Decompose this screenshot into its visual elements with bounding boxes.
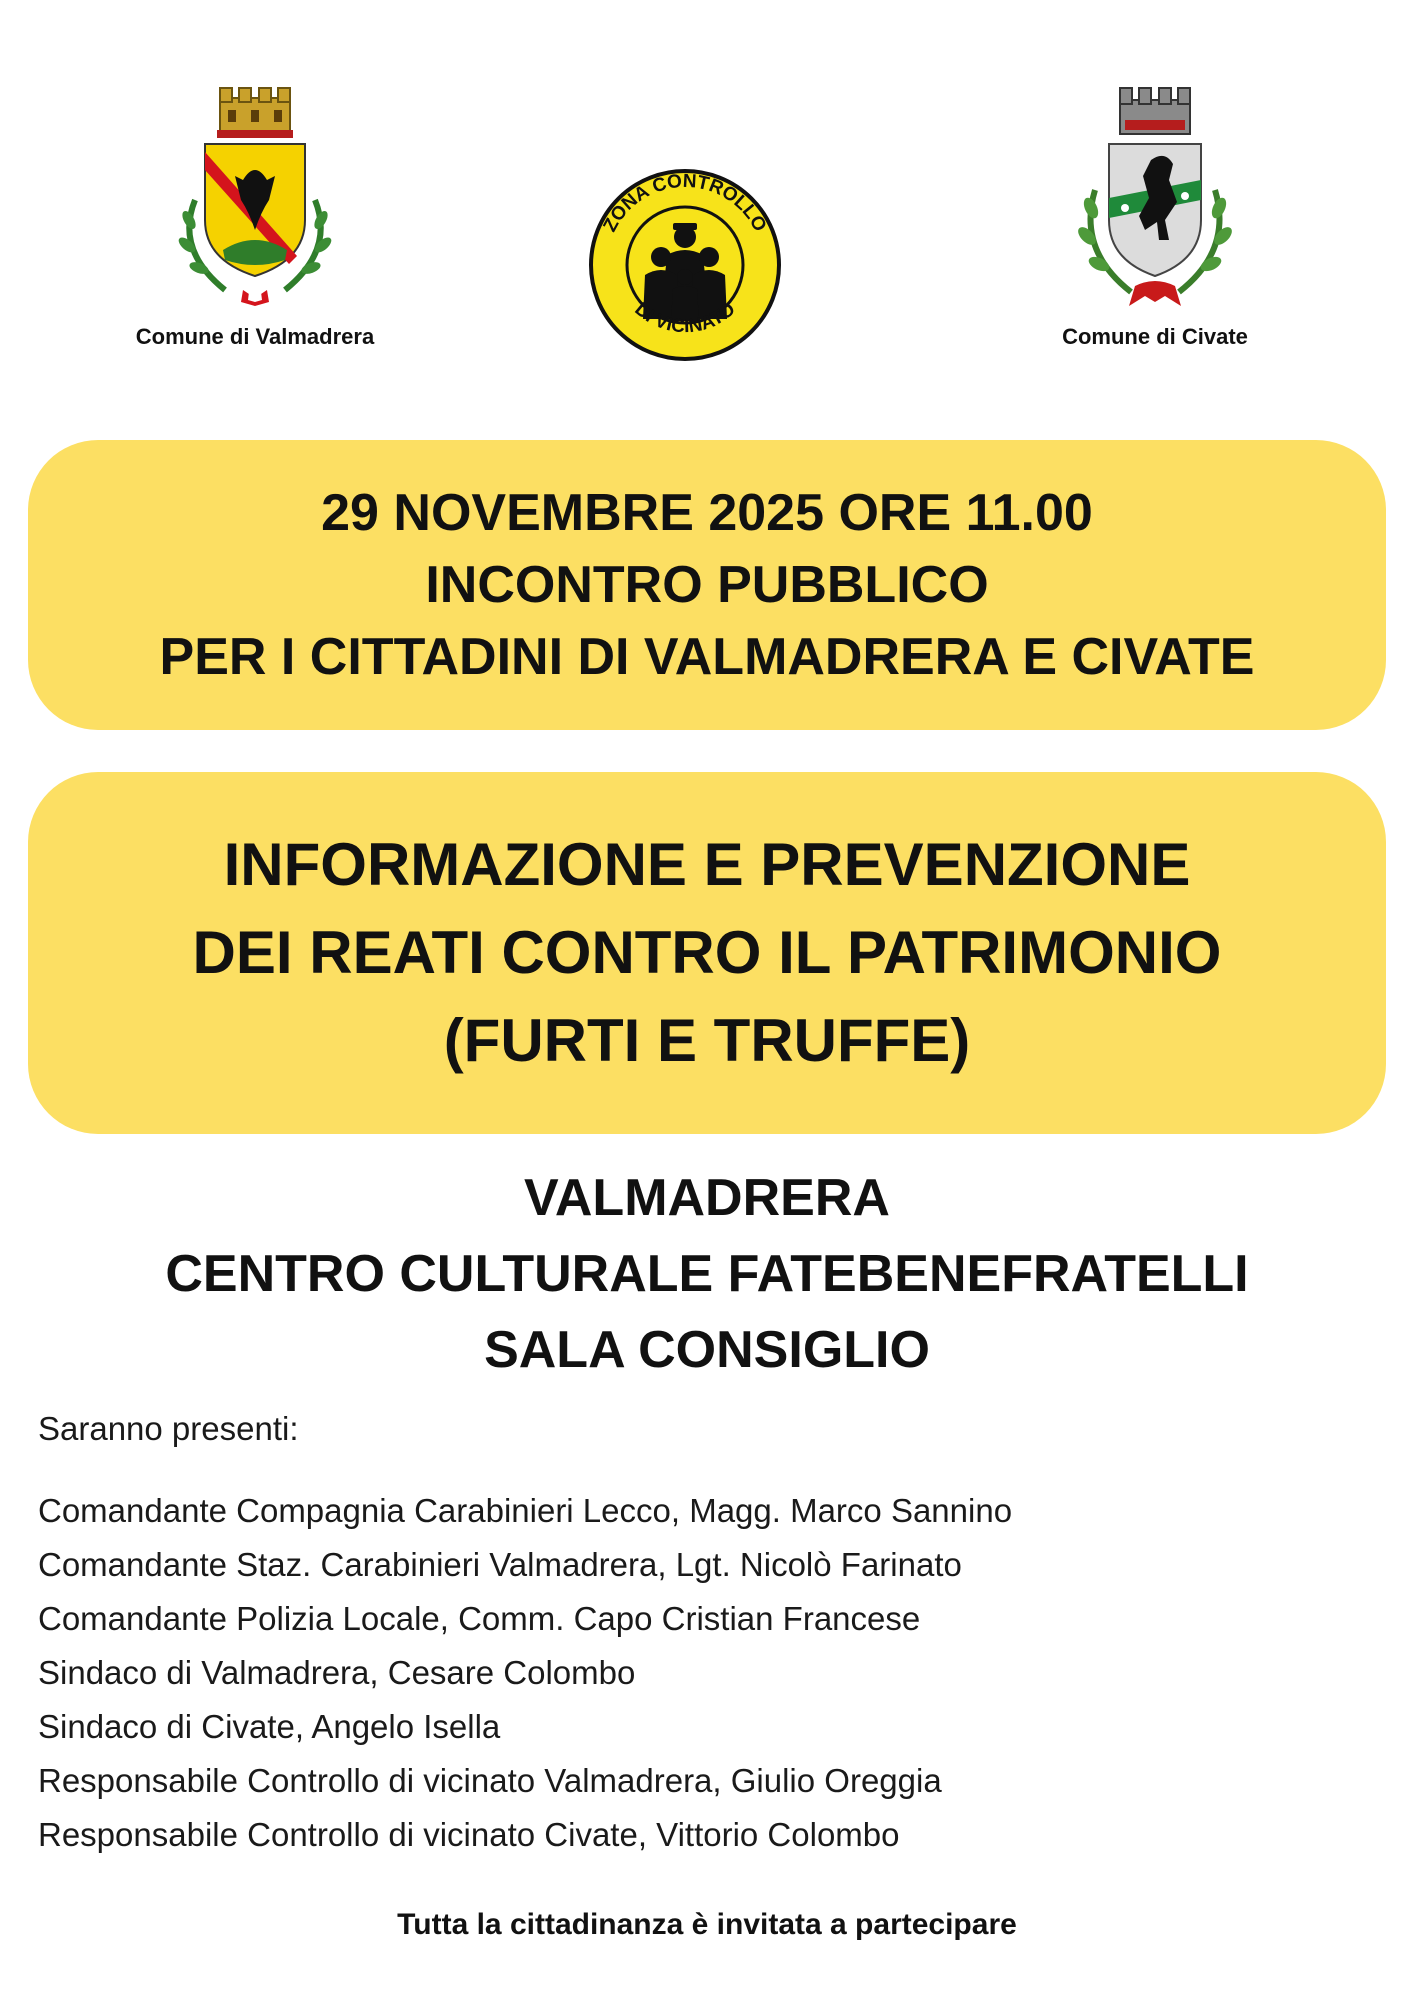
valmadrera-coat-of-arms-icon <box>165 80 345 310</box>
list-item: Comandante Polizia Locale, Comm. Capo Cristian Francese <box>38 1600 921 1637</box>
event-date-line: 29 NOVEMBRE 2025 ORE 11.00 <box>321 484 1093 542</box>
list-item: Responsabile Controllo di vicinato Civate, Vittorio Colombo <box>38 1816 900 1853</box>
valmadrera-logo <box>100 80 410 350</box>
list-item: Comandante Compagnia Carabinieri Lecco, Magg. Marco Sannino <box>38 1492 1013 1529</box>
list-item: Comandante Staz. Carabinieri Valmadrera, Lgt. Nicolò Farinato <box>38 1546 962 1583</box>
event-topic-banner <box>28 772 1386 1134</box>
attendees-list <box>38 1484 1398 1862</box>
invitation-footer: Tutta la cittadinanza è invitata a partecipare <box>397 1908 1017 1941</box>
venue-block <box>0 1160 1414 1388</box>
event-audience-line: PER I CITTADINI DI VALMADRERA E CIVATE <box>159 628 1255 686</box>
venue-room: SALA CONSIGLIO <box>484 1321 930 1379</box>
list-item: Responsabile Controllo di vicinato Valmadrera, Giulio Oreggia <box>38 1762 942 1799</box>
topic-line-1: INFORMAZIONE E PREVENZIONE <box>223 831 1191 898</box>
svg-text:ZONA CONTROLLO <box>600 171 771 236</box>
valmadrera-caption: Comune di Valmadrera <box>135 324 375 349</box>
civate-coat-of-arms-icon <box>1065 80 1245 310</box>
civate-logo <box>1000 80 1310 350</box>
badge-text-top: ZONA CONTROLLO <box>599 170 771 236</box>
list-item: Sindaco di Valmadrera, Cesare Colombo <box>38 1654 636 1691</box>
venue-city: VALMADRERA <box>524 1169 890 1227</box>
neighborhood-watch-logo <box>580 165 790 365</box>
topic-line-2: DEI REATI CONTRO IL PATRIMONIO <box>192 919 1222 986</box>
attendees-intro: Saranno presenti: <box>38 1410 299 1447</box>
badge-text-bottom: DI VICINATO <box>630 298 740 338</box>
event-date-banner <box>28 440 1386 730</box>
attendees-section <box>38 1410 1398 1862</box>
civate-caption: Comune di Civate <box>1062 324 1248 349</box>
event-type-line: INCONTRO PUBBLICO <box>425 556 989 614</box>
svg-text:DI VICINATO <box>631 299 740 338</box>
topic-line-3: (FURTI E TRUFFE) <box>443 1007 971 1074</box>
badge-text <box>585 165 785 365</box>
list-item: Sindaco di Civate, Angelo Isella <box>38 1708 501 1745</box>
venue-building: CENTRO CULTURALE FATEBENEFRATELLI <box>165 1245 1249 1303</box>
